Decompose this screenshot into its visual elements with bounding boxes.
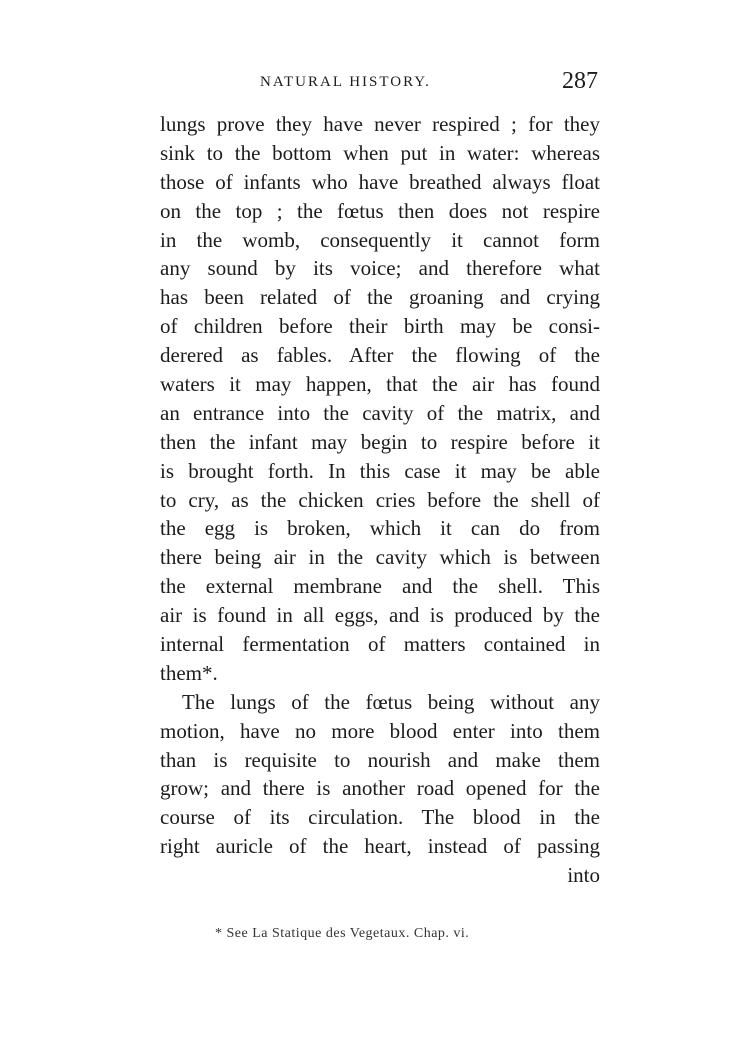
text-line: an entrance into the cavity of the matrix, and: [160, 400, 600, 425]
text-line: The lungs of the fœtus being without any: [182, 689, 600, 714]
text-line: them*.: [160, 660, 218, 685]
text-line: on the top ; the fœtus then does not respire: [160, 198, 600, 223]
footnote: * See La Statique des Vegetaux. Chap. vi.: [215, 926, 470, 941]
text-line: air is found in all eggs, and is produced by the: [160, 603, 600, 628]
text-line: any sound by its voice; and therefore what: [160, 256, 600, 281]
text-line: the external membrane and the shell. This: [160, 574, 600, 599]
body-text: [160, 110, 600, 890]
text-line: waters it may happen, that the air has found: [160, 372, 600, 397]
text-line: internal fermentation of matters contained in: [160, 632, 600, 657]
running-header: [160, 68, 600, 102]
text-line: than is requisite to nourish and make them: [160, 747, 600, 772]
text-line: course of its circulation. The blood in the: [160, 805, 600, 830]
text-line: sink to the bottom when put in water: whereas: [160, 140, 600, 165]
text-line: is brought forth. In this case it may be able: [160, 458, 600, 483]
text-line: has been related of the groaning and crying: [160, 285, 600, 310]
text-line: the egg is broken, which it can do from: [160, 516, 600, 541]
running-title: NATURAL HISTORY.: [260, 74, 431, 90]
text-line: to cry, as the chicken cries before the shell of: [160, 487, 600, 512]
text-line: in the womb, consequently it cannot form: [160, 227, 600, 252]
text-line: there being air in the cavity which is between: [160, 545, 600, 570]
text-line: derered as fables. After the flowing of the: [160, 343, 600, 368]
text-line: of children before their birth may be consi-: [160, 314, 600, 339]
text-line: grow; and there is another road opened for the: [160, 776, 600, 801]
catchword: into: [567, 863, 600, 888]
page-number: 287: [562, 68, 598, 94]
text-line: then the infant may begin to respire before it: [160, 429, 600, 454]
text-line: those of infants who have breathed always float: [160, 169, 600, 194]
text-line: lungs prove they have never respired ; for they: [160, 112, 600, 136]
text-line: right auricle of the heart, instead of passing: [160, 834, 600, 859]
text-line: motion, have no more blood enter into them: [160, 718, 600, 743]
